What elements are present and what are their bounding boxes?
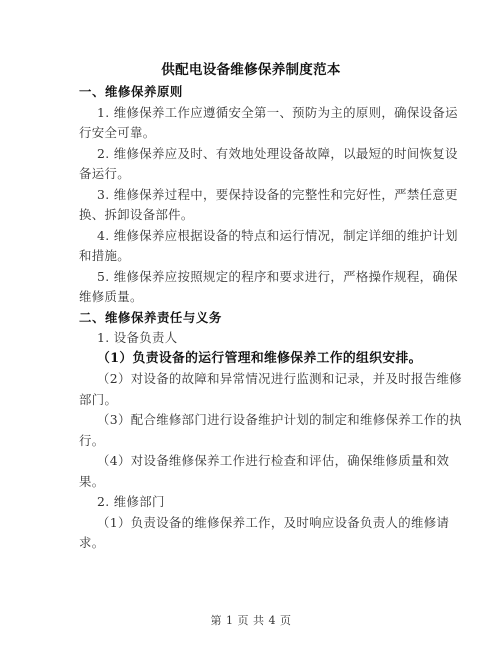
paragraph-line: （1）负责设备的维修保养工作，及时响应设备负责人的维修请 bbox=[97, 514, 450, 530]
page-footer: 第 1 页 共 4 页 bbox=[210, 614, 292, 627]
paragraph-line: 1. 维修保养工作应遵循安全第一、预防为主的原则，确保设备运 bbox=[97, 104, 458, 120]
paragraph-line: 换、拆卸设备部件。 bbox=[79, 207, 194, 222]
paragraph-line: 5. 维修保养应按照规定的程序和要求进行，严格操作规程，确保 bbox=[97, 268, 458, 284]
paragraph-line: 3. 维修保养过程中，要保持设备的完整性和完好性，严禁任意更 bbox=[97, 186, 458, 202]
paragraph-line: 行安全可靠。 bbox=[79, 125, 156, 140]
paragraph-line: 备运行。 bbox=[79, 166, 130, 181]
paragraph-line: （4）对设备维修保养工作进行检查和评估，确保维修质量和效 bbox=[97, 453, 450, 468]
paragraph-line: （2）对设备的故障和异常情况进行监测和记录，并及时报告维修 bbox=[97, 371, 462, 386]
paragraph-line: 部门。 bbox=[79, 391, 118, 407]
paragraph-line: 求。 bbox=[79, 535, 105, 550]
paragraph-line: 2. 维修保养应及时、有效地处理设备故障，以最短的时间恢复设 bbox=[97, 145, 458, 161]
paragraph-line: 果。 bbox=[79, 473, 105, 489]
paragraph-line: 维修质量。 bbox=[79, 289, 143, 304]
subsection-heading: 2. 维修部门 bbox=[97, 494, 165, 509]
document-title: 供配电设备维修保养制度范本 bbox=[161, 62, 341, 78]
paragraph-line: 和措施。 bbox=[79, 248, 130, 263]
paragraph-line: （3）配合维修部门进行设备维护计划的制定和维修保养工作的执 bbox=[97, 412, 462, 427]
paragraph-line-bold: （1）负责设备的运行管理和维修保养工作的组织安排。 bbox=[97, 350, 422, 366]
paragraph-line: 行。 bbox=[79, 432, 105, 448]
subsection-heading: 1. 设备负责人 bbox=[97, 330, 178, 345]
document-body bbox=[79, 82, 462, 554]
section-heading-2: 二、维修保养责任与义务 bbox=[79, 309, 222, 325]
paragraph-line: 4. 维修保养应根据设备的特点和运行情况，制定详细的维护计划 bbox=[97, 227, 458, 243]
section-heading-1: 一、维修保养原则 bbox=[79, 84, 183, 99]
